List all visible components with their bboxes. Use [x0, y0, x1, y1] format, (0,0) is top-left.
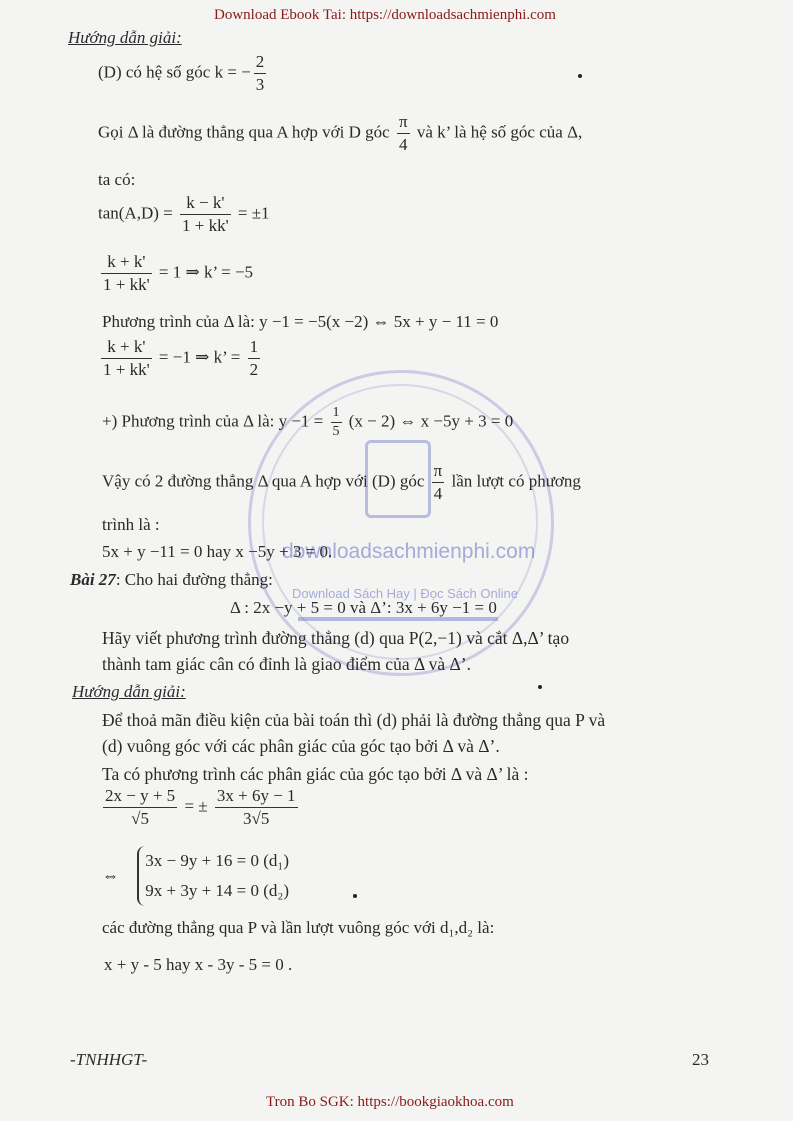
- define-delta-line: Gọi Δ là đường thẳng qua A hợp với D góc $\frac{\pi}{4}$ và k’ là hệ số góc của Δ,: [98, 112, 583, 154]
- trinh-la-line: trình là :: [102, 515, 160, 534]
- bisector-system: ⇔ 3x − 9y + 16 = 0 (d₁) 9x + 3y + 14 = 0 (d₂): [102, 846, 289, 906]
- scan-speck: [578, 74, 582, 78]
- case2-equation: +) Phương trình của Δ là: y −1 = $\frac{1}{5}$ (x − 2) ⇔ x −5y + 3 = 0: [102, 405, 514, 439]
- scan-speck: [353, 894, 357, 898]
- ta-co-line: ta có:: [98, 170, 136, 189]
- case1-formula: $\frac{k + k'}{1 + kk'}$ = 1 ⇒ k’ = −5: [103, 252, 254, 294]
- watermark-site: downloadsachmienphi.com: [282, 540, 536, 563]
- conclusion-line: Vậy có 2 đường thẳng Δ qua A hợp với (D) góc $\frac{\pi}{4}$ lần lượt có phương: [102, 461, 581, 503]
- footer-author: -TNHHGT-: [70, 1050, 148, 1069]
- scan-speck: [538, 685, 542, 689]
- solution-p2: (d) vuông góc với các phân giác của góc tạo bởi Δ và Δ’.: [102, 736, 500, 756]
- section-heading-2: Hướng dẫn giải:: [72, 682, 186, 701]
- header-download-link[interactable]: Download Ebook Tai: https://downloadsachmienphi.com: [214, 7, 556, 23]
- section-heading-1: Hướng dẫn giải:: [68, 28, 182, 47]
- tan-formula: tan(A,D) = $\frac{k - k'}{1 + kk'}$ = ±1: [98, 193, 270, 235]
- solution-p1: Để thoả mãn điều kiện của bài toán thì (d) phải là đường thẳng qua P và: [102, 710, 606, 730]
- case2-formula: $\frac{k + k'}{1 + kk'}$ = −1 ⇒ k’ = $\frac{1}{2}$: [103, 337, 259, 379]
- case1-equation: Phương trình của Δ là: y −1 = −5(x −2) ⇔ 5x + y − 11 = 0: [102, 312, 499, 331]
- bisector-formula: $\frac{2x - y + 5}{√5}$ = ± $\frac{3x + 6y - 1}{3√5}$: [105, 786, 296, 828]
- exercise-27-lines: Δ : 2x −y + 5 = 0 và Δ’: 3x + 6y −1 = 0: [230, 598, 497, 617]
- final-equations: 5x + y −11 = 0 hay x −5y + 3 = 0.: [102, 542, 333, 561]
- perpendicular-line-text: các đường thẳng qua P và lần lượt vuông góc với d₁,d₂ là:: [102, 918, 495, 937]
- slope-line: (D) có hệ số góc k = − $\frac{2}{3}$: [98, 52, 265, 94]
- exercise-27-prompt-2: thành tam giác cân có đỉnh là giao điểm của Δ và Δ’.: [102, 654, 471, 674]
- page-number: 23: [692, 1050, 709, 1069]
- exercise-27-prompt-1: Hãy viết phương trình đường thẳng (d) qua P(2,−1) và cắt Δ,Δ’ tạo: [102, 628, 570, 648]
- footer-sgk-link[interactable]: Tron Bo SGK: https://bookgiaokhoa.com: [266, 1094, 514, 1110]
- answer-line: x + y - 5 hay x - 3y - 5 = 0 .: [104, 955, 293, 974]
- watermark-tagline: Download Sách Hay | Đọc Sách Online: [292, 586, 518, 601]
- exercise-27-title: Bài 27: Cho hai đường thẳng:: [70, 570, 273, 589]
- solution-p3: Ta có phương trình các phân giác của góc tạo bởi Δ và Δ’ là :: [102, 764, 529, 784]
